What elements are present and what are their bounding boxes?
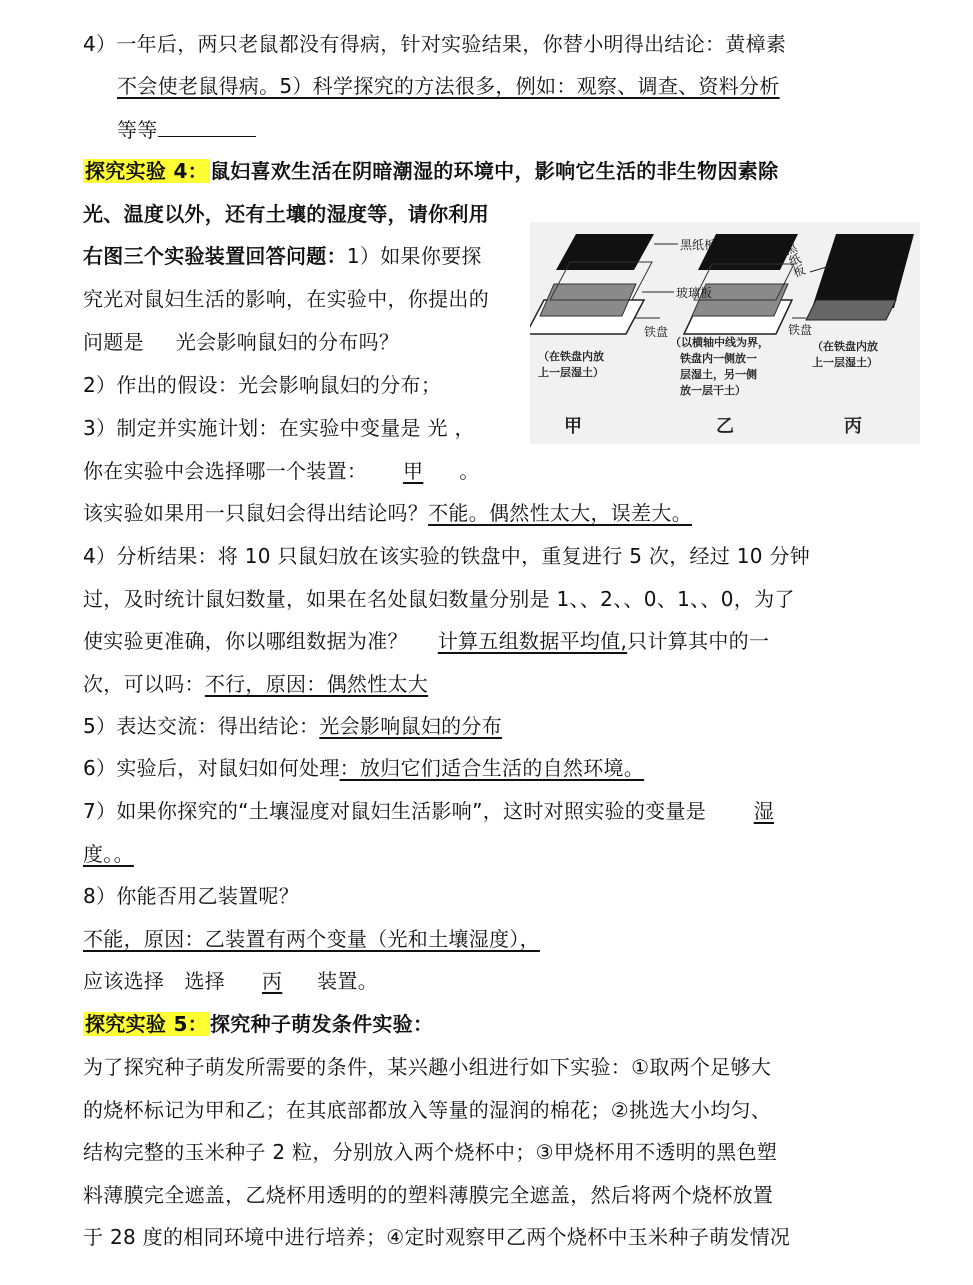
answer-blank <box>158 112 256 137</box>
label-tray: 铁盘 <box>644 325 669 339</box>
caption-b-line4: 放一层干土） <box>680 384 746 397</box>
text-line <box>83 198 489 230</box>
answer-text: 不能。偶然性太大，误差大。 <box>428 501 693 525</box>
text-line <box>83 668 428 700</box>
text-line <box>83 497 692 529</box>
text-line <box>83 923 540 955</box>
text: 3）制定并实施计划：在实验中变量是 光 ， <box>83 416 475 440</box>
text-line <box>83 838 134 870</box>
tray-c <box>806 300 896 320</box>
text-line <box>83 1221 790 1253</box>
text: 7）如果你探究的“土壤湿度对鼠妇生活影响”，这时对照实验的变量是 <box>83 799 707 823</box>
caption-a-line1: （在铁盘内放 <box>538 350 604 363</box>
text-line <box>83 240 482 272</box>
answer-text: 光会影响鼠妇的分布 <box>319 714 503 738</box>
setup-c <box>806 234 914 320</box>
exp5-label: 探究实验 5： <box>85 1012 208 1036</box>
text-line <box>83 965 378 997</box>
text: 2）作出的假设：光会影响鼠妇的分布； <box>83 373 442 397</box>
answer-text: 湿 <box>753 799 775 823</box>
setup-a <box>530 234 654 334</box>
text: 结构完整的玉米种子 2 粒，分别放入两个烧杯中；③甲烧杯用不透明的黑色塑 <box>83 1140 778 1164</box>
setup-name-b: 乙 <box>716 416 734 437</box>
text: 次，可以吗： <box>83 672 205 696</box>
answer-text: 光会影响鼠妇的分布吗？ <box>175 330 400 354</box>
answer-text: 计算五组数据平均值, <box>437 629 628 653</box>
text: 的烧杯标记为甲和乙；在其底部都放入等量的湿润的棉花；②挑选大小均匀、 <box>83 1098 772 1122</box>
underlined-text: 不会使老鼠得病。5）科学探究的方法很多，例如：观察、调查、资料分析 <box>117 74 780 98</box>
answer-text: 不行，原因：偶然性太大 <box>204 672 429 696</box>
text-line <box>83 540 810 572</box>
exp4-heading <box>83 155 778 187</box>
caption-c-line2: 上一层湿土） <box>812 356 878 369</box>
exp4-title: 鼠妇喜欢生活在阴暗潮湿的环境中，影响它生活的非生物因素除 <box>209 159 779 183</box>
exp5-heading <box>83 1008 433 1040</box>
text-line <box>83 795 774 827</box>
answer-text: 不能，原因：乙装置有两个变量（光和土壤湿度）， <box>83 927 540 951</box>
text-line <box>83 625 769 657</box>
answer-text: ：放归它们适合生活的自然环境。 <box>339 756 645 780</box>
text-line <box>83 369 441 401</box>
text: 于 28 度的相同环境中进行培养；④定时观察甲乙两个烧杯中玉米种子萌发情况 <box>83 1225 791 1249</box>
label-tray-2: 铁盘 <box>788 323 813 337</box>
text-line <box>83 1051 771 1083</box>
text: 料薄膜完全遮盖，乙烧杯用透明的的塑料薄膜完全遮盖，然后将两个烧杯放置 <box>83 1183 774 1207</box>
exp4-label: 探究实验 4： <box>85 159 208 183</box>
text: 6）实验后，对鼠妇如何处理 <box>83 756 340 780</box>
text: 光、温度以外，还有土壤的湿度等，请你利用 <box>83 202 489 226</box>
text-line <box>117 70 780 102</box>
text: 。 <box>459 459 480 483</box>
text-line <box>83 1136 777 1168</box>
text-line <box>117 112 256 146</box>
text: 该实验如果用一只鼠妇会得出结论吗？ <box>83 501 429 525</box>
text: 8）你能否用乙装置呢？ <box>83 884 300 908</box>
text: 应该选择 选择 <box>83 969 226 993</box>
text: 4）一年后，两只老鼠都没有得病，针对实验结果，你替小明得出结论：黄樟素 <box>83 32 787 56</box>
caption-b-line3: 层湿土，另一侧 <box>680 368 757 381</box>
black-board-a <box>556 234 654 270</box>
text-line <box>83 412 475 444</box>
text-line <box>83 583 795 615</box>
label-black-board: 黑纸板 <box>680 238 717 252</box>
text: 问题是 <box>83 330 144 354</box>
setup-name-a: 甲 <box>564 416 582 437</box>
label-black-board-vertical: 黑纸板 <box>781 240 808 279</box>
caption-a-line2: 上一层湿土） <box>538 366 604 379</box>
text-line <box>83 710 502 742</box>
text-line <box>83 1179 773 1211</box>
text-line <box>83 283 489 315</box>
text: 究光对鼠妇生活的影响，在实验中，你提出的 <box>83 287 489 311</box>
label-glass: 玻璃板 <box>676 286 713 300</box>
text-line <box>83 28 786 60</box>
answer-text: 度。。 <box>83 842 134 866</box>
experiment-setup-figure <box>530 222 920 444</box>
text: 1）如果你要探 <box>346 244 482 268</box>
text: 只计算其中的一 <box>627 629 770 653</box>
text-line <box>83 326 399 358</box>
text-line <box>83 455 480 487</box>
black-board-c <box>812 234 914 308</box>
text: 过，及时统计鼠妇数量，如果在名处鼠妇数量分别是 1、、2、、0、1、、0，为了 <box>83 587 795 611</box>
setup-illustration <box>530 222 920 444</box>
text-line <box>83 880 299 912</box>
text: 右图三个实验装置回答问题： <box>83 244 347 268</box>
caption-b-line1: （以横轴中线为界， <box>670 336 769 349</box>
text: 为了探究种子萌发所需要的条件，某兴趣小组进行如下实验：①取两个足够大 <box>83 1055 772 1079</box>
exp5-title: 探究种子萌发条件实验： <box>209 1012 434 1036</box>
text-line <box>83 1094 771 1126</box>
text: 装置。 <box>317 969 379 993</box>
answer-text: 甲 <box>403 459 424 483</box>
setup-name-c: 丙 <box>844 416 862 437</box>
text: 4）分析结果：将 10 只鼠妇放在该实验的铁盘中，重复进行 5 次，经过 10 分钟 <box>83 544 811 568</box>
answer-text: 丙 <box>261 969 283 993</box>
caption-b-line2: 铁盘内一侧放一 <box>680 352 757 365</box>
text: 等等 <box>117 118 158 142</box>
text-line <box>83 752 644 784</box>
text: 使实验更准确，你以哪组数据为准？ <box>83 629 408 653</box>
caption-c-line1: （在铁盘内放 <box>812 340 878 353</box>
text: 你在实验中会选择哪一个装置： <box>83 459 368 483</box>
text: 5）表达交流：得出结论： <box>83 714 320 738</box>
